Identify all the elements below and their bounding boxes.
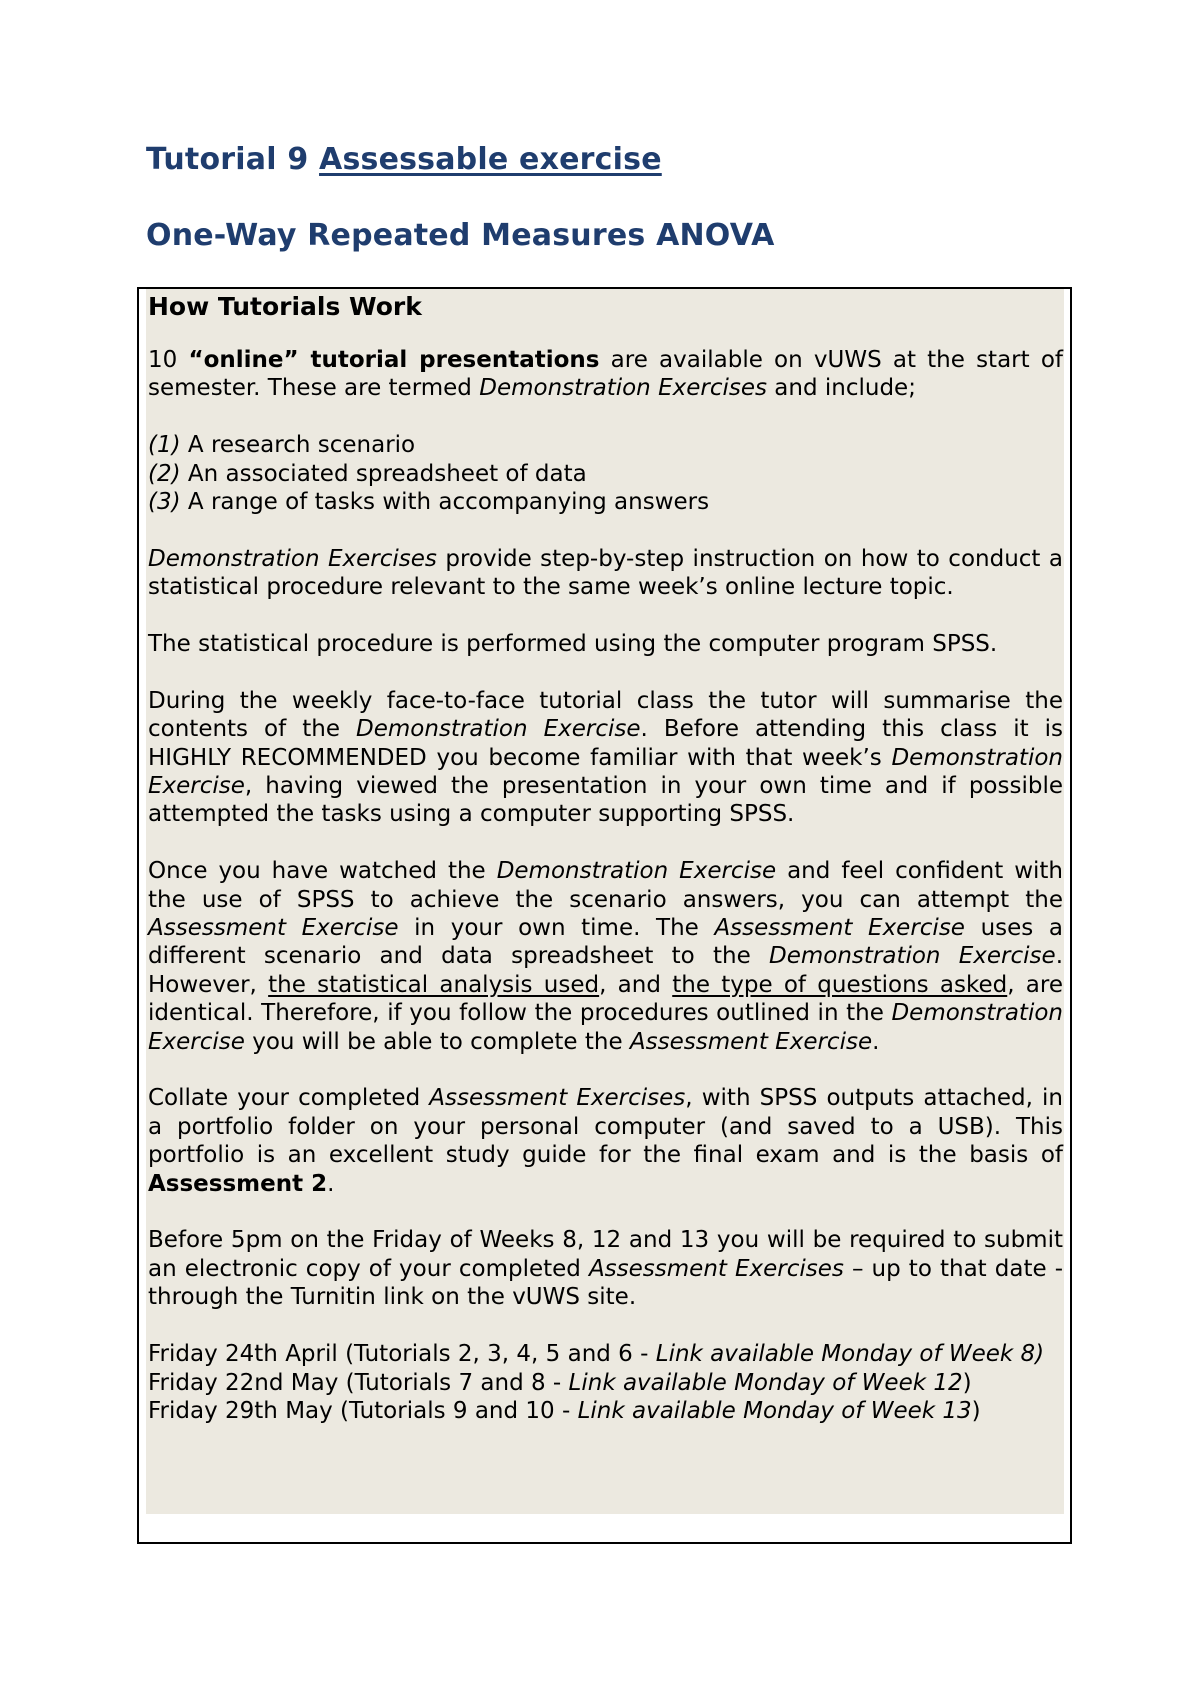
once-text-8: you will be able to complete the [244,1028,630,1055]
spss-paragraph: The statistical procedure is performed using the computer program SPSS. [148,631,998,658]
weekly-paragraph [148,687,1063,829]
intro-text-1: are available on vUWS at the start of semester. These are termed [148,347,1063,402]
once-italic-1: Demonstration Exercise [496,858,777,885]
once-text-7: , are identical. Therefore, if you follow the procedures outlined in the [148,971,1063,1027]
before-paragraph [148,1226,1063,1311]
list-item [148,431,1063,459]
before-text-2: – up to that date - through the Turnitin link on the vUWS site. [148,1255,1063,1311]
weekly-text-2: . Before attending this class it is HIGHLY RECOMMENDED you become familiar with that week’s [148,716,1064,771]
demo-italic: Demonstration Exercises [148,545,437,572]
once-italic-4: Demonstration Exercise [768,943,1056,970]
deadline-italic: Link available Monday of Week 13 [577,1397,972,1424]
list-text: An associated spreadsheet of data [180,460,587,487]
once-text-1: Once you have watched the [148,858,497,885]
list-item [148,460,1063,488]
once-underline-2: the type of questions asked [672,971,1008,998]
list-item [148,488,1063,516]
collate-paragraph [148,1084,1063,1198]
deadline-item [148,1397,1063,1425]
collate-bold: Assessment 2 [148,1170,328,1197]
weekly-italic-1: Demonstration Exercise [356,716,641,743]
deadline-text: Friday 22nd May (Tutorials 7 and 8 - [148,1369,569,1396]
once-text-3: in your own time. The [398,915,715,942]
collate-text-1: Collate your completed [148,1085,430,1112]
weekly-italic-2: Demonstration Exercise [148,744,1063,800]
list-text: A range of tasks with accompanying answers [180,489,710,516]
deadline-italic: Link available Monday of Week 12 [568,1369,963,1396]
once-text-9: . [872,1028,880,1055]
box-title: How Tutorials Work [148,292,422,321]
title-prefix: Tutorial 9 [146,142,320,177]
demo-paragraph [148,545,1063,602]
list-number: (3) [148,489,181,516]
once-italic-3: Assessment Exercise [714,915,965,942]
once-italic-5: Demonstration Exercise [148,1000,1063,1055]
once-text-4: uses a different scenario and data spreadsheet to the [148,915,1064,970]
deadline-text: Friday 29th May (Tutorials 9 and 10 - [148,1397,578,1424]
collate-text-2: , with SPSS outputs attached, in a portfolio folder on your personal computer (and saved to a USB). This portfolio is an excellent study guide for the final exam and is the basis of [148,1085,1064,1169]
once-paragraph [148,857,1063,1056]
list-number: (1) [148,432,181,459]
list-number: (2) [148,460,181,487]
deadline-item [148,1340,1063,1368]
once-underline-1: the statistical analysis used [268,971,600,998]
box-content [148,289,1063,1425]
deadline-end: ) [971,1397,981,1424]
before-text-1: Before 5pm on the Friday of Weeks 8, 12 and 13 you will be required to submit an electronic copy of your completed [148,1227,1063,1282]
once-text-5: . However, [148,943,1063,998]
once-text-2: and feel confident with the use of SPSS to achieve the scenario answers, you can attempt the [148,858,1063,913]
collate-italic: Assessment Exercises [429,1085,686,1112]
demo-text: provide step-by-step instruction on how to conduct a statistical procedure relevant to the same week’s online lecture topic. [148,545,1063,601]
deadline-end: ) [962,1369,972,1396]
intro-paragraph [148,346,1063,403]
intro-text-2: and include; [766,375,916,402]
deadline-italic: Link available Monday of Week 8) [655,1341,1045,1368]
how-tutorials-work-box [137,287,1072,1544]
once-italic-6: Assessment Exercise [629,1028,873,1055]
deadline-text: Friday 24th April (Tutorials 2, 3, 4, 5 and 6 - [148,1341,656,1368]
weekly-text-1: During the weekly face-to-face tutorial class the tutor will summarise the contents of the [148,687,1063,743]
deadline-item [148,1369,1063,1397]
page-title [146,142,662,177]
weekly-text-3: , having viewed the presentation in your own time and if possible attempted the tasks using a computer supporting SPSS. [148,773,1063,828]
collate-text-3: . [327,1170,335,1197]
list-text: A research scenario [180,432,416,459]
once-text-6: , and [599,971,673,998]
title-link[interactable]: Assessable exercise [319,142,662,177]
intro-count: 10 [148,347,189,373]
once-italic-2: Assessment Exercise [148,915,399,942]
page-subtitle: One-Way Repeated Measures ANOVA [146,218,775,253]
before-italic: Assessment Exercises [588,1255,844,1282]
intro-italic: Demonstration Exercises [479,375,767,402]
intro-bold: “online” tutorial presentations [188,347,600,373]
